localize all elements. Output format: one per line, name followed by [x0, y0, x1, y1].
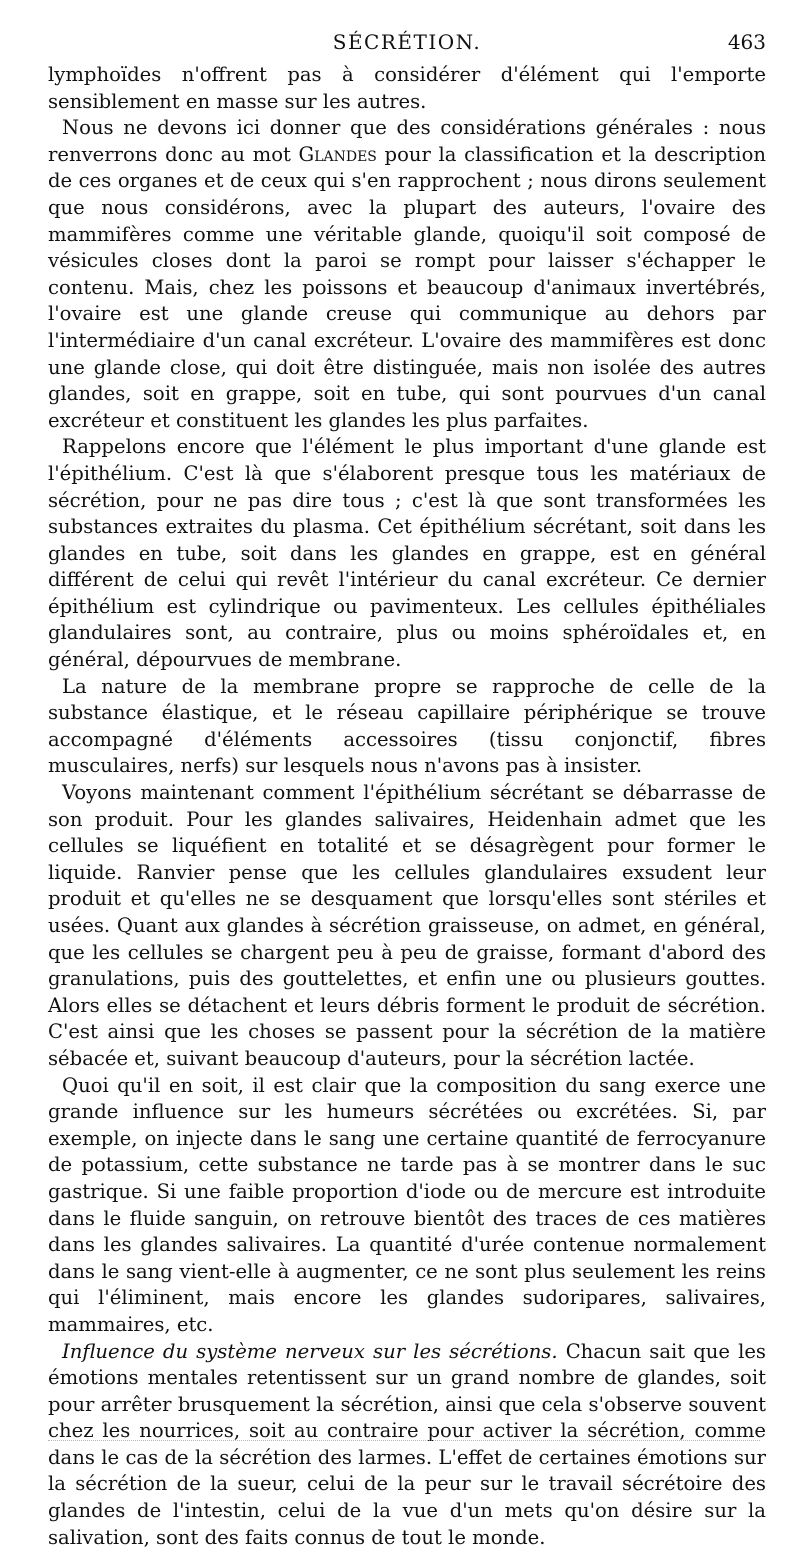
paragraph-text: Rappelons encore que l'élément le plus important d'une glande est l'épithélium. C'est là que s'élaborent presque tous les matériaux de sécrétion, pour ne pas dire tous ; c'est là que sont transformées les substances extraites du plasma. Cet épithélium sécrétant, soit dans les glandes en tube, soit dans les glandes en grappe, est en général différent de celui qui revêt l'intérieur du canal excréteur. Ce dernier épithélium est cylindrique ou pavimenteux. Les cellules épithéliales glandulaires sont, au contraire, plus ou moins sphéroïdales et, en général, dépourvues de membrane. [48, 435, 766, 671]
section-heading-italic: Influence du système nerveux sur les sécrétions. [62, 1340, 558, 1363]
scan-specks [48, 1440, 760, 1445]
paragraph-ovary [48, 115, 766, 434]
paragraph-text: Voyons maintenant comment l'épithélium sécrétant se débarrasse de son produit. Pour les glandes salivaires, Heidenhain admet que les cellules se liquéfient en totalité et se désagrègent pour former le liquide. Ranvier pense que les cellules glandulaires exsudent leur produit et qu'elles ne se desquament que lorsqu'elles sont stériles et usées. Quant aux glandes à sécrétion graisseuse, on admet, en général, que les cellules se chargent peu à peu de graisse, formant d'abord des granulations, puis des gouttelettes, et enfin une ou plusieurs gouttes. Alors elles se détachent et leurs débris forment le produit de sécrétion. C'est ainsi que les choses se passent pour la sécrétion de la matière sébacée et, suivant beaucoup d'auteurs, pour la sécrétion lactée. [48, 781, 766, 1070]
paragraph-text: La nature de la membrane propre se rapproche de celle de la substance élastique, et le réseau capillaire périphérique se trouve accompagné d'éléments accessoires (tissu conjonctif, fibres musculaires, nerfs) sur lesquels nous n'avons pas à insister. [48, 675, 766, 778]
cross-reference-glandes: Glandes [299, 143, 377, 166]
paragraph-text-after: pour la classification et la description de ces organes et de ceux qui s'en rapprochent ; nous dirons seulement que nous considérons, avec la plupart des auteurs, l'ovaire des mammifères comme une véritable glande, quoiqu'il soit composé de vésicules closes dont la paroi se rompt pour laisser s'échapper le contenu. Mais, chez les poissons et beaucoup d'animaux invertébrés, l'ovaire est une glande creuse qui communique au dehors par l'intermédiaire d'un canal excréteur. L'ovaire des mammifères est donc une glande close, qui doit être distinguée, mais non isolée des autres glandes, soit en grappe, soit en tube, qui sont pourvues d'un canal excréteur et constituent les glandes les plus parfaites. [48, 143, 766, 432]
paragraph-text-before: Nous ne devons ici donner que des considérations générales : nous renverrons donc au mot [48, 116, 766, 166]
running-title: SÉCRÉTION. [48, 30, 766, 54]
page-number: 463 [728, 30, 766, 54]
paragraph-epithelium [48, 434, 766, 673]
paragraph-secretion-process [48, 780, 766, 1073]
paragraph-text: Chacun sait que les émotions mentales retentissent sur un grand nombre de glandes, soit pour arrêter brusquement la sécrétion, ainsi que cela s'observe souvent chez les nourrices, soit au contraire pour activer la sécrétion, comme dans le cas de la sécrétion des larmes. L'effet de certaines émotions sur la sécrétion de la sueur, celui de la peur sur le travail sécrétoire des glandes de l'intestin, celui de la vue d'un mets qu'on désire sur la salivation, sont des faits connus de tout le monde. [48, 1340, 766, 1549]
paragraph-text: Quoi qu'il en soit, il est clair que la composition du sang exerce une grande influence sur les humeurs sécrétées ou excrétées. Si, par exemple, on injecte dans le sang une certaine quantité de ferrocyanure de potassium, cette substance ne tarde pas à se montrer dans le suc gastrique. Si une faible proportion d'iode ou de mercure est introduite dans le fluide sanguin, on retrouve bientôt des traces de ces matières dans les glandes salivaires. La quantité d'urée contenue normalement dans le sang vient-elle à augmenter, ce ne sont plus seulement les reins qui l'éliminent, mais encore les glandes sudoripares, salivaires, mammaires, etc. [48, 1074, 766, 1336]
book-page [48, 26, 766, 1551]
paragraph-continuation [48, 62, 766, 115]
running-head [48, 26, 766, 62]
paragraph-membrane [48, 674, 766, 780]
paragraph-blood-composition [48, 1073, 766, 1339]
body-text [48, 62, 766, 1551]
paragraph-text: lymphoïdes n'offrent pas à considérer d'élément qui l'emporte sensiblement en masse sur les autres. [48, 63, 766, 113]
